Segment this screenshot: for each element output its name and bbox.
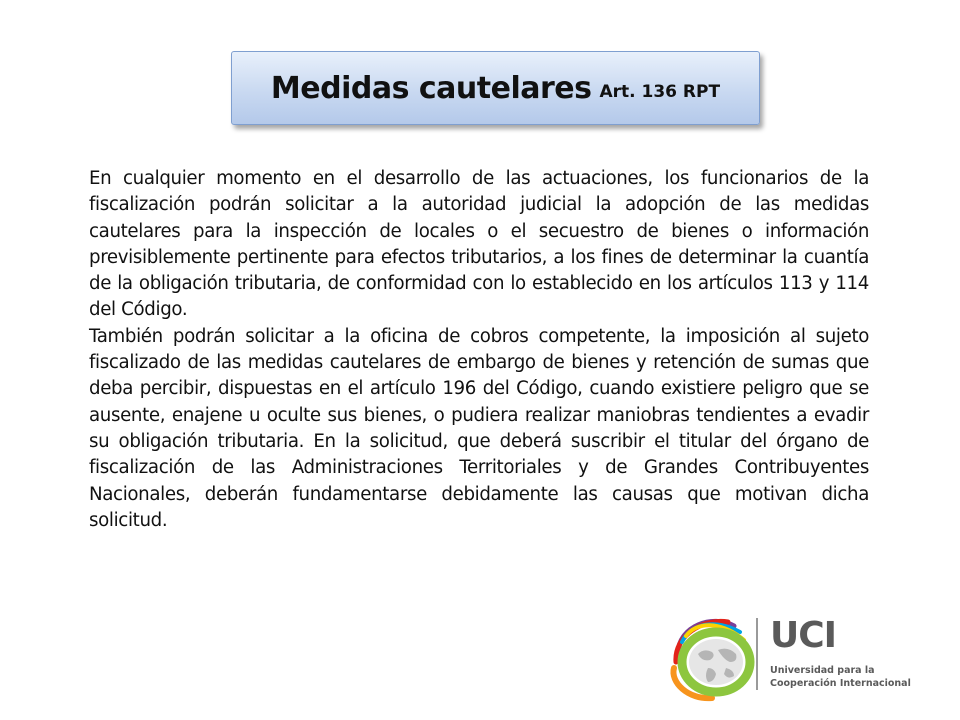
slide-title: Medidas cautelares xyxy=(270,70,592,106)
globe-swirl-icon xyxy=(668,612,760,704)
slide-title-reference: Art. 136 RPT xyxy=(599,82,721,102)
paragraph-1: En cualquier momento en el desarrollo de las actuaciones, los funcionarios de la fiscalización podrán solicitar a la autoridad judicial la adopción de las medidas cautelares para la inspección de locales o el secuestro de bienes o información previsiblemente pertinente para efectos tributarios, a los fines de determinar la cuantía de la obligación tributaria, de conformidad con lo establecido en los artículos 113 y 114 del Código. xyxy=(89,168,869,321)
logo-tagline: Universidad para la Cooperación Internacional xyxy=(770,665,911,689)
uci-logo xyxy=(668,612,918,704)
paragraph-2: También podrán solicitar a la oficina de cobros competente, la imposición al sujeto fiscalizado de las medidas cautelares de embargo de bienes y retención de sumas que deba percibir, dispuestas en el artículo 196 del Código, cuando existiere peligro que se ausente, enajene u oculte sus bienes, o pudiera realizar maniobras tendientes a evadir su obligación tributaria. En la solicitud, que deberá suscribir el titular del órgano de fiscalización de las Administraciones Territoriales y de Grandes Contribuyentes Nacionales, deberán fundamentarse debidamente las causas que motivan dicha solicitud. xyxy=(89,325,869,531)
logo-name: UCI xyxy=(770,615,837,656)
slide-title-box xyxy=(231,51,760,125)
slide-body xyxy=(89,166,869,534)
